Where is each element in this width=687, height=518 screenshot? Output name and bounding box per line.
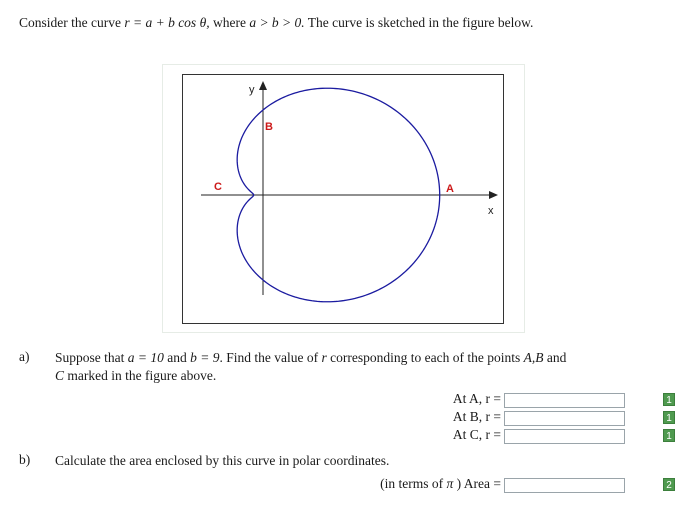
pi-symbol: π — [446, 476, 454, 491]
area-label — [380, 476, 501, 492]
part-a-text: marked in the figure above. — [64, 368, 217, 383]
x-axis-label: x — [488, 205, 494, 217]
area-input[interactable] — [504, 478, 625, 493]
marks-badge: 2 — [663, 478, 675, 491]
y-axis-arrow-icon — [259, 81, 267, 90]
intro-text: where — [209, 15, 250, 30]
answer-a-label: At A, r = — [452, 391, 501, 406]
area-label-text: ) Area = — [453, 476, 501, 491]
answer-b-label: At B, r = — [452, 409, 501, 424]
part-a-label: a) — [19, 349, 30, 364]
point-a-label: A — [446, 183, 454, 195]
marks-badge: 1 — [663, 411, 675, 424]
part-b-label: b) — [19, 452, 31, 467]
points-ab: A,B — [523, 350, 544, 365]
marks-badge: 1 — [663, 393, 675, 406]
part-a-question — [55, 349, 575, 385]
plot-box — [182, 74, 504, 324]
intro-text: Consider the curve — [19, 15, 125, 30]
answer-c-label: At C, r = — [452, 427, 501, 442]
question-intro — [19, 14, 579, 32]
area-label-text: (in terms of — [380, 476, 447, 491]
a-value: a = 10 — [127, 350, 164, 365]
point-c-label: C — [214, 181, 222, 193]
part-b-question: Calculate the area enclosed by this curve in polar coordinates. — [55, 453, 390, 468]
part-a-text: . Find the value of — [219, 350, 322, 365]
curve-equation: r = a + b cos θ, — [124, 15, 210, 30]
cardioid-figure — [183, 75, 503, 323]
part-a-text: Suppose that — [55, 350, 128, 365]
part-a-text: corresponding to each of the points — [326, 350, 524, 365]
y-axis-label: y — [249, 84, 255, 96]
marks-badge: 1 — [663, 429, 675, 442]
part-a-text: and — [543, 350, 567, 365]
part-a-text: and — [163, 350, 191, 365]
answer-c-input[interactable] — [504, 429, 625, 444]
intro-text: The curve is sketched in the figure below. — [304, 15, 534, 30]
answer-b-input[interactable] — [504, 411, 625, 426]
r-variable: r — [321, 350, 327, 365]
point-b-label: B — [265, 121, 273, 133]
point-c: C — [55, 368, 65, 383]
b-value: b = 9 — [190, 350, 220, 365]
x-axis-arrow-icon — [489, 191, 498, 199]
parameter-condition: a > b > 0. — [249, 15, 305, 30]
answer-a-input[interactable] — [504, 393, 625, 408]
